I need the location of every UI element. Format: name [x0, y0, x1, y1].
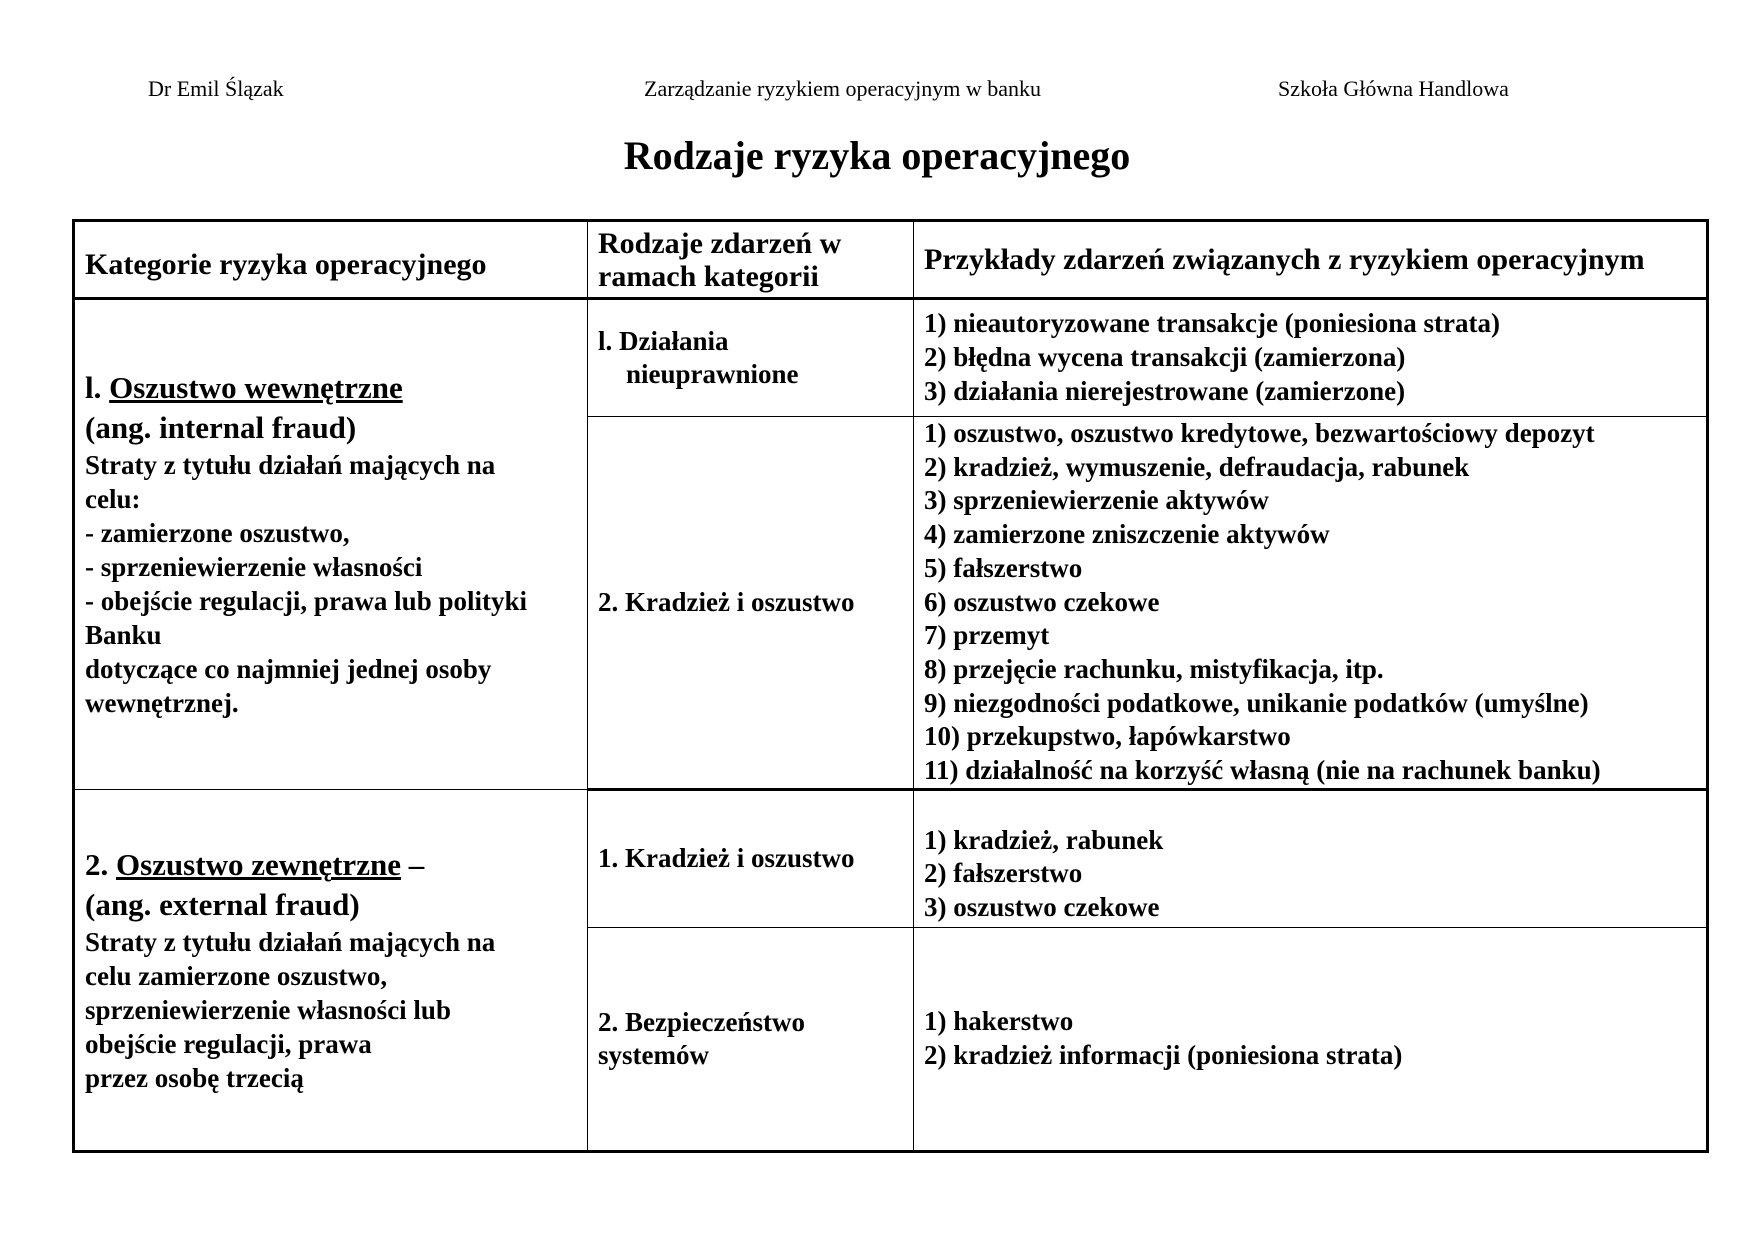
event-type-cell: 2. Bezpieczeństwo systemów	[588, 927, 914, 1151]
column-header-categories: Kategorie ryzyka operacyjnego	[74, 221, 588, 299]
list-item: 10) przekupstwo, łapówkarstwo	[924, 721, 1291, 752]
category-description: Straty z tytułu działań mających na celu: - zamierzone oszustwo, - sprzeniewierzenie własności - obejście regulacji, prawa lub polityki Banku dotyczące co najmniej jednej osoby wewnętrznej.	[85, 450, 527, 719]
column-header-examples: Przykłady zdarzeń związanych z ryzykiem operacyjnym	[914, 221, 1708, 299]
list-item: 7) przemyt	[924, 620, 1050, 651]
event-type-cell: 2. Kradzież i oszustwo	[588, 417, 914, 790]
list-item: 9) niezgodności podatkowe, unikanie podatków (umyślne)	[924, 687, 1589, 718]
table-row	[74, 299, 1708, 417]
category-description: Straty z tytułu działań mających na celu zamierzone oszustwo, sprzeniewierzenie własności lub obejście regulacji, prawa przez osobę trzecią	[85, 926, 496, 1093]
page-title: Rodzaje ryzyka operacyjnego	[623, 133, 1131, 178]
event-type-cell: l. Działania nieuprawnione	[588, 299, 914, 417]
category-english-name: (ang. internal fraud)	[85, 410, 357, 446]
list-item: 2) kradzież, wymuszenie, defraudacja, rabunek	[924, 451, 1470, 482]
list-item: 11) działalność na korzyść własną (nie na rachunek banku)	[924, 755, 1601, 786]
header-course-title: Zarządzanie ryzykiem operacyjnym w banku	[644, 76, 1042, 101]
examples-cell	[914, 417, 1708, 790]
list-item: 1) hakerstwo	[924, 1006, 1074, 1037]
table-header-row	[74, 221, 1708, 299]
risk-table	[72, 219, 1709, 1153]
event-type-cell: 1. Kradzież i oszustwo	[588, 789, 914, 927]
list-item: 5) fałszerstwo	[924, 552, 1083, 583]
column-header-event-types: Rodzaje zdarzeń w ramach kategorii	[588, 221, 914, 299]
category-cell-internal-fraud	[74, 299, 588, 790]
list-item: 3) sprzeniewierzenie aktywów	[924, 485, 1269, 516]
category-cell-external-fraud	[74, 789, 588, 1151]
list-item: 1) kradzież, rabunek	[924, 824, 1164, 855]
list-item: 6) oszustwo czekowe	[924, 586, 1160, 617]
list-item: 2) kradzież informacji (poniesiona strata)	[924, 1039, 1403, 1070]
list-item: 8) przejęcie rachunku, mistyfikacja, itp.	[924, 653, 1384, 684]
category-english-name: (ang. external fraud)	[85, 886, 360, 922]
table-row	[74, 789, 1708, 927]
header-school: Szkoła Główna Handlowa	[1278, 76, 1509, 101]
list-item: 2) fałszerstwo	[924, 858, 1083, 889]
category-title: 2. Oszustwo zewnętrzne –	[85, 846, 425, 882]
header-author: Dr Emil Ślązak	[148, 76, 284, 101]
list-item: 2) błędna wycena transakcji (zamierzona)	[924, 342, 1406, 373]
examples-cell	[914, 299, 1708, 417]
list-item: 3) oszustwo czekowe	[924, 892, 1160, 923]
category-title: l. Oszustwo wewnętrzne	[85, 370, 403, 406]
category-name: Oszustwo zewnętrzne	[116, 846, 401, 882]
list-item: 4) zamierzone zniszczenie aktywów	[924, 519, 1330, 550]
category-name: Oszustwo wewnętrzne	[109, 370, 403, 406]
examples-cell	[914, 927, 1708, 1151]
list-item: 3) działania nierejestrowane (zamierzone)	[924, 375, 1406, 406]
list-item: 1) oszustwo, oszustwo kredytowe, bezwartościowy depozyt	[924, 418, 1595, 448]
examples-cell	[914, 789, 1708, 927]
list-item: 1) nieautoryzowane transakcje (poniesiona strata)	[924, 308, 1500, 339]
